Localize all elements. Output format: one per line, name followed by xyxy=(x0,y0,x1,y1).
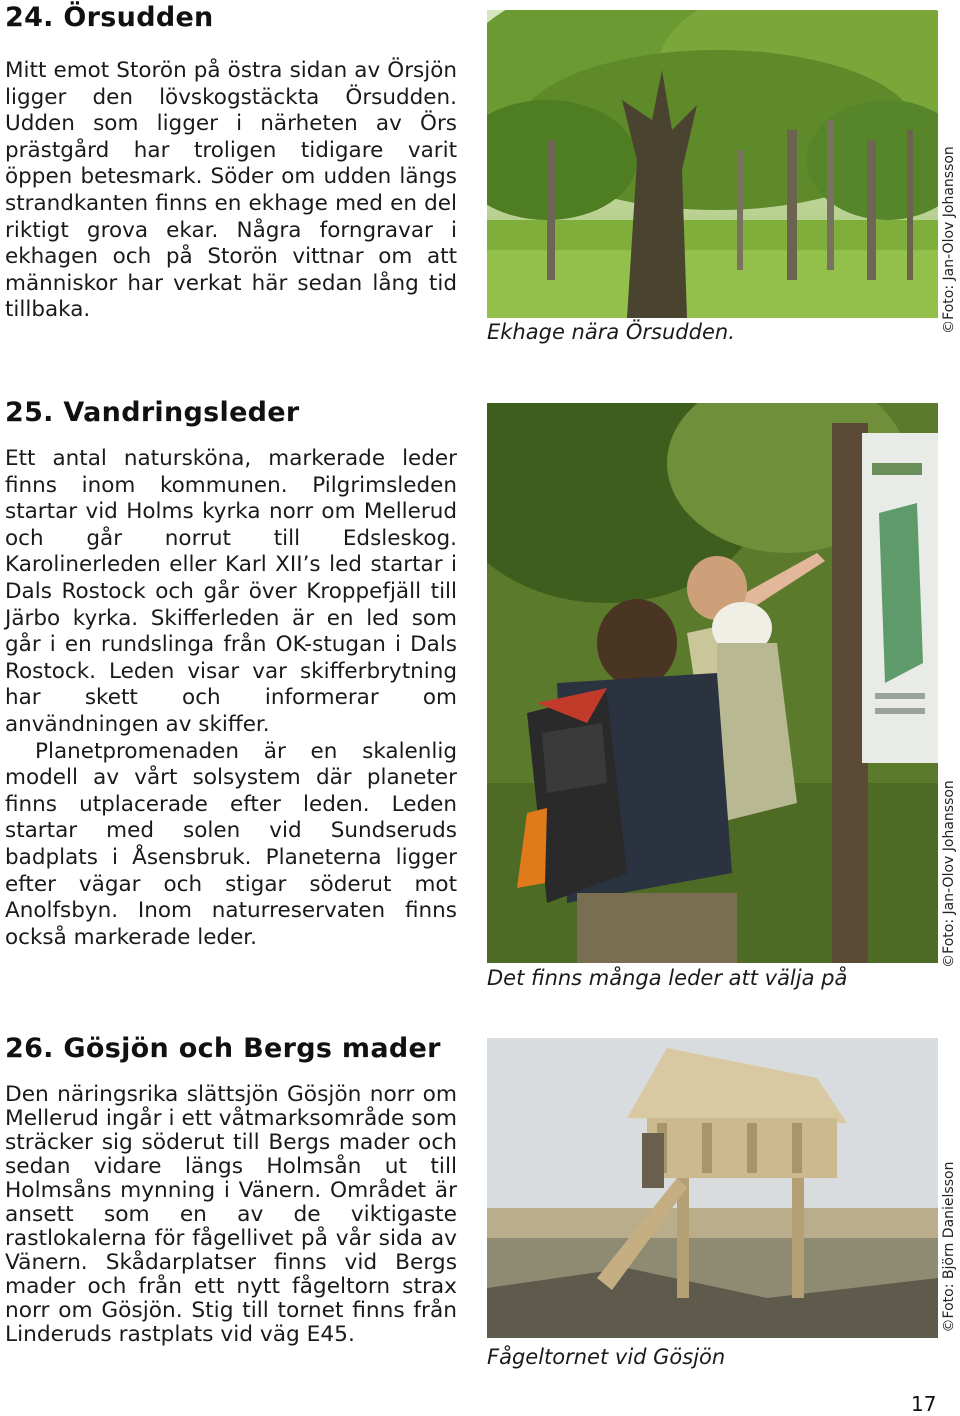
photo-caption: Det finns många leder att välja på xyxy=(487,966,848,990)
paragraph: Ett antal natursköna, markerade leder finns inom kommunen. Pilgrimsleden startar vid Holms kyrka norr om Mellerud och går norrut till Edsleskog. Karolinerleden eller Karl XII’s led startar i Dals Rostock och går över Kroppefjäll till Järbo kyrka. Skifferleden är en led som går i en rundslinga från OK-stugan i Dals Rostock. Leden visar var skifferbrytning har skett och informerar om användningen av skiffer. xyxy=(5,446,457,737)
photo-oak-meadow xyxy=(487,10,938,318)
photo-credit: ©Foto: Jan-Olov Johansson xyxy=(941,780,957,968)
photo-bird-tower xyxy=(487,1038,938,1338)
section-text-vandringsleder xyxy=(5,446,457,951)
photo-caption: Fågeltornet vid Gösjön xyxy=(487,1345,726,1369)
photo-credit: ©Foto: Jan-Olov Johansson xyxy=(941,146,957,334)
section-text-gosjon xyxy=(5,1083,457,1347)
page-number: 17 xyxy=(911,1392,937,1416)
paragraph: Mitt emot Storön på östra sidan av Örsjön ligger den lövskogstäckta Örsudden. Udden som ligger i närheten av Örs prästgård har troligen tidigare varit öppen betesmark. Söder om udden längs strandkanten finns en ekhage med en del riktigt grova ekar. Några forngravar i ekhagen och på Storön vittnar om att människor har verkat här sedan lång tid tillbaka. xyxy=(5,58,457,323)
section-text-orsudden xyxy=(5,58,457,324)
photo-credit: ©Foto: Björn Danielsson xyxy=(941,1161,957,1333)
section-heading-vandringsleder: 25. Vandringsleder xyxy=(5,397,300,428)
paragraph: Den näringsrika slättsjön Gösjön norr om Mellerud ingår i ett våtmarksområde som sträcker sig söderut till Bergs mader och sedan vidare längs Holmsån ut till Holmsåns mynning i Vänern. Området är ansett som en av de viktigaste rastlokalerna för fågellivet på vår sida av Vänern. Skådarplatser finns vid Bergs mader och från ett nytt fågeltorn strax norr om Gösjön. Stig till tornet finns från Linderuds rastplats vid väg E45. xyxy=(5,1082,457,1347)
photo-caption: Ekhage nära Örsudden. xyxy=(487,320,735,344)
section-heading-gosjon: 26. Gösjön och Bergs mader xyxy=(5,1033,441,1064)
paragraph: Planetpromenaden är en skalenlig modell av vårt solsystem där planeter finns utplacerade efter leden. Leden startar med solen vid Sundseruds badplats i Åsensbruk. Planeterna ligger efter vägar och stigar söderut mot Anolfsbyn. Inom naturreservaten finns också markerade leder. xyxy=(5,738,457,950)
section-heading-orsudden: 24. Örsudden xyxy=(5,2,214,33)
photo-hikers-at-sign xyxy=(487,403,938,963)
